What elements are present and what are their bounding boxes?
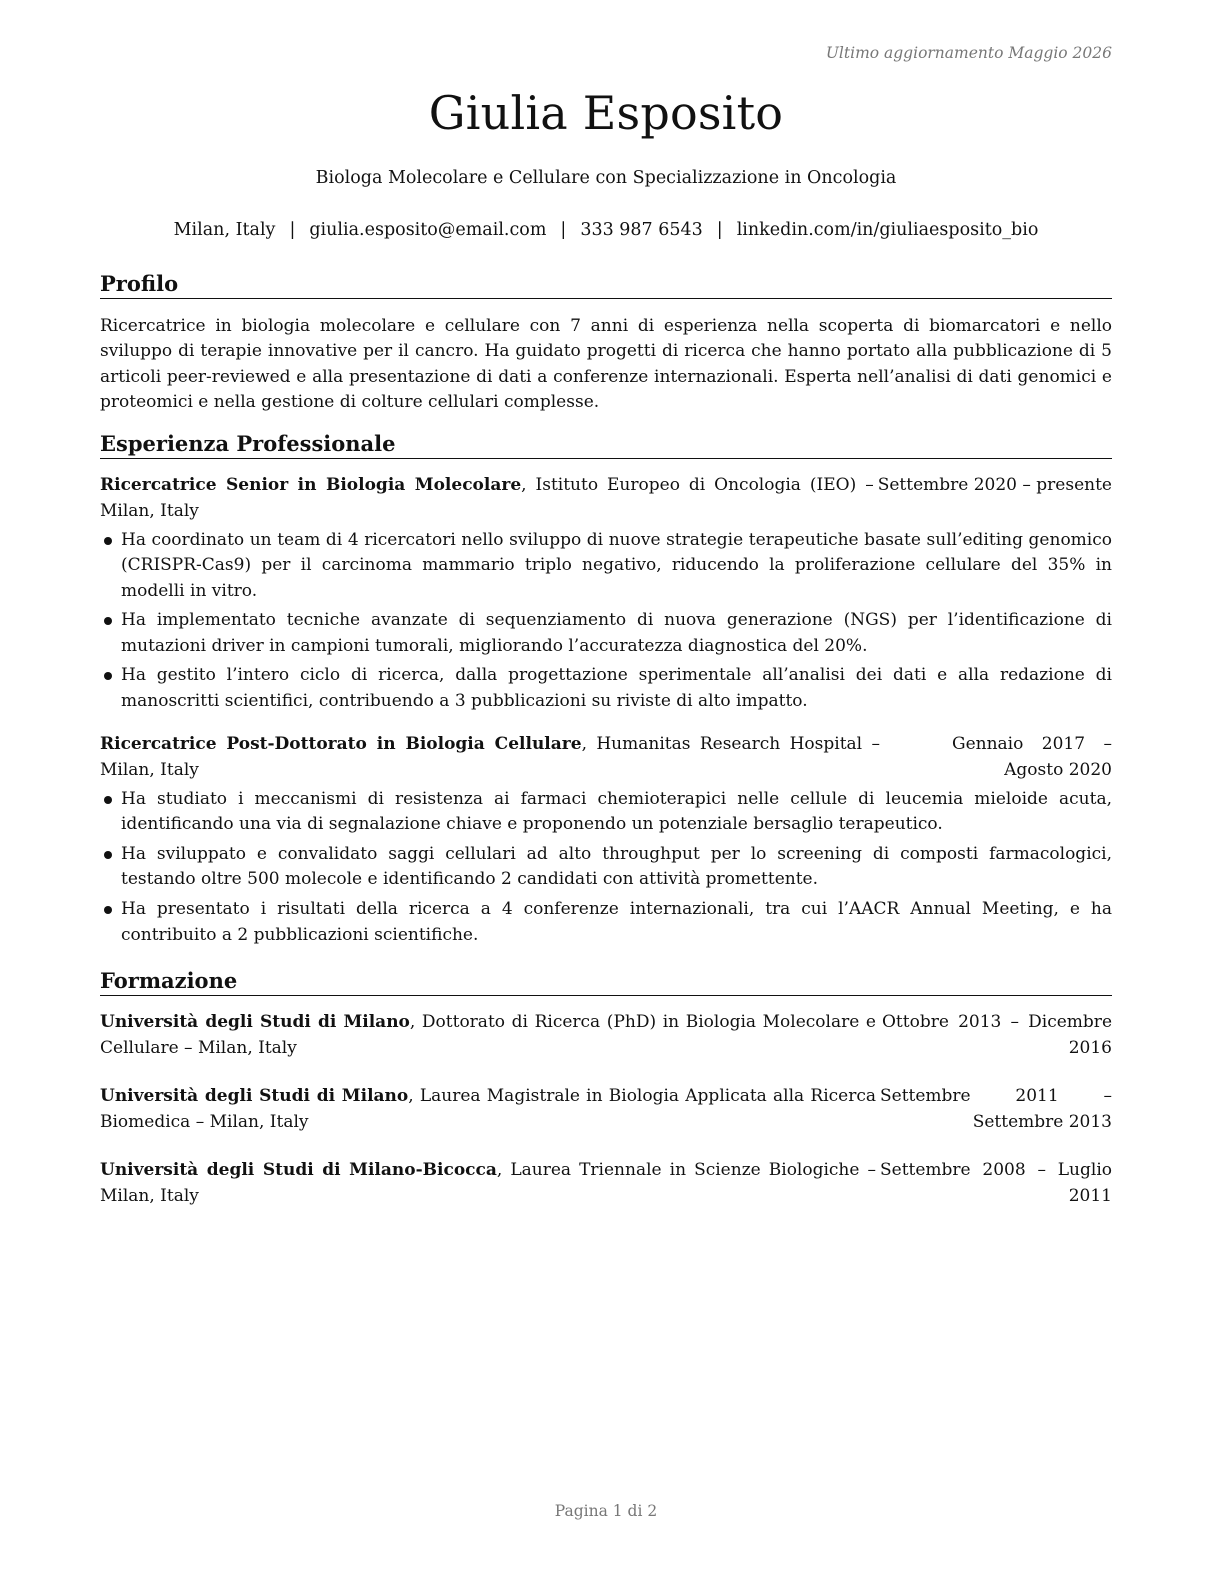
entry-dates: Gennaio 2017 – Agosto 2020	[952, 734, 1112, 780]
resume-page	[100, 0, 1112, 1584]
bullet-icon	[104, 796, 112, 804]
education-entry	[100, 1158, 1112, 1209]
entry-role: Ricercatrice Post-Dottorato in Biologia Cellulare	[100, 734, 582, 755]
section-title-education: Formazione	[100, 968, 1112, 996]
list-item: Ha gestito l’intero ciclo di ricerca, dalla progettazione sperimentale all’analisi dei dati e alla redazione di manoscritti scientifici, contribuendo a 3 pubblicazioni su riviste di alto impatto.	[100, 663, 1112, 714]
list-item: Ha coordinato un team di 4 ricercatori nello sviluppo di nuove strategie terapeutiche basate sull’editing genomico (CRISPR-Cas9) per il carcinoma mammario triplo negativo, riducendo la proliferazione cellulare del 35% in modelli in vitro.	[100, 528, 1112, 604]
contact-location: Milan, Italy	[173, 220, 276, 240]
contact-separator: |	[289, 220, 296, 240]
entry-header	[100, 732, 1112, 783]
contact-phone: 333 987 6543	[580, 220, 703, 240]
list-item: Ha studiato i meccanismi di resistenza ai farmaci chemioterapici nelle cellule di leucemia mieloide acuta, identificando una via di segnalazione chiave e proponendo un potenziale bersaglio terapeutico.	[100, 787, 1112, 838]
entry-school: Università degli Studi di Milano	[100, 1086, 409, 1106]
list-item: Ha implementato tecniche avanzate di sequenziamento di nuova generazione (NGS) per l’identificazione di mutazioni driver in campioni tumorali, migliorando l’accuratezza diagnostica del 20%.	[100, 608, 1112, 659]
entry-header	[100, 1158, 1112, 1209]
entry-header	[100, 1010, 1112, 1061]
contact-separator: |	[560, 220, 567, 240]
page-number: Pagina 1 di 2	[554, 1502, 658, 1520]
experience-section	[100, 431, 1112, 952]
entry-header	[100, 473, 1112, 524]
last-updated: Ultimo aggiornamento Maggio 2026	[825, 44, 1112, 62]
bullet-icon	[104, 672, 112, 680]
entry-dates: Settembre 2008 – Luglio 2011	[880, 1160, 1112, 1206]
entry-school: Università degli Studi di Milano-Bicocca	[100, 1160, 497, 1180]
list-item: Ha presentato i risultati della ricerca a 4 conferenze internazionali, tra cui l’AACR Annual Meeting, e ha contribuito a 2 pubblicazioni scientifiche.	[100, 897, 1112, 948]
entry-school: Università degli Studi di Milano	[100, 1012, 410, 1032]
entry-bullets	[100, 787, 1112, 948]
list-item: Ha sviluppato e convalidato saggi cellulari ad alto throughput per lo screening di composti farmacologici, testando oltre 500 molecole e identificando 2 candidati con attività promettente.	[100, 842, 1112, 893]
contact-separator: |	[716, 220, 723, 240]
section-title-profile: Profilo	[100, 271, 1112, 299]
education-section	[100, 968, 1112, 1209]
experience-entry	[100, 732, 1112, 948]
education-entry	[100, 1084, 1112, 1135]
section-title-experience: Esperienza Professionale	[100, 431, 1112, 459]
bullet-icon	[104, 906, 112, 914]
contact-line	[100, 220, 1112, 240]
candidate-headline: Biologa Molecolare e Cellulare con Specializzazione in Oncologia	[315, 168, 897, 188]
entry-organization: , Istituto Europeo di Oncologia (IEO) – Milan, Italy	[100, 475, 874, 521]
candidate-name: Giulia Esposito	[428, 86, 784, 140]
entry-degree: , Laurea Magistrale in Biologia Applicata alla Ricerca Biomedica – Milan, Italy	[100, 1086, 876, 1132]
entry-dates: Settembre 2011 – Settembre 2013	[880, 1086, 1112, 1132]
profile-summary: Ricercatrice in biologia molecolare e cellulare con 7 anni di esperienza nella scoperta di biomarcatori e nello sviluppo di terapie innovative per il cancro. Ha guidato progetti di ricerca che hanno portato alla pubblicazione di 5 articoli peer-reviewed e alla presentazione di dati a conferenze internazionali. Esperta nell’analisi di dati genomici e proteomici e nella gestione di colture cellulari complesse.	[100, 316, 1112, 412]
entry-degree: , Laurea Triennale in Scienze Biologiche – Milan, Italy	[100, 1160, 876, 1206]
entry-bullets	[100, 528, 1112, 714]
profile-section	[100, 271, 1112, 415]
experience-entry	[100, 473, 1112, 714]
entry-role: Ricercatrice Senior in Biologia Molecolare	[100, 475, 522, 495]
entry-dates: Ottobre 2013 – Dicembre 2016	[882, 1012, 1112, 1058]
contact-linkedin-link[interactable]: linkedin.com/in/giuliaesposito_bio	[736, 220, 1039, 240]
bullet-icon	[104, 851, 112, 859]
bullet-icon	[104, 617, 112, 625]
entry-header	[100, 1084, 1112, 1135]
contact-email-link[interactable]: giulia.esposito@email.com	[309, 220, 547, 240]
education-entry	[100, 1010, 1112, 1061]
bullet-icon	[104, 537, 112, 545]
entry-degree: , Dottorato di Ricerca (PhD) in Biologia Molecolare e Cellulare – Milan, Italy	[100, 1012, 876, 1058]
entry-dates: Settembre 2020 – presente	[877, 475, 1112, 495]
entry-organization: , Humanitas Research Hospital – Milan, Italy	[100, 734, 881, 780]
